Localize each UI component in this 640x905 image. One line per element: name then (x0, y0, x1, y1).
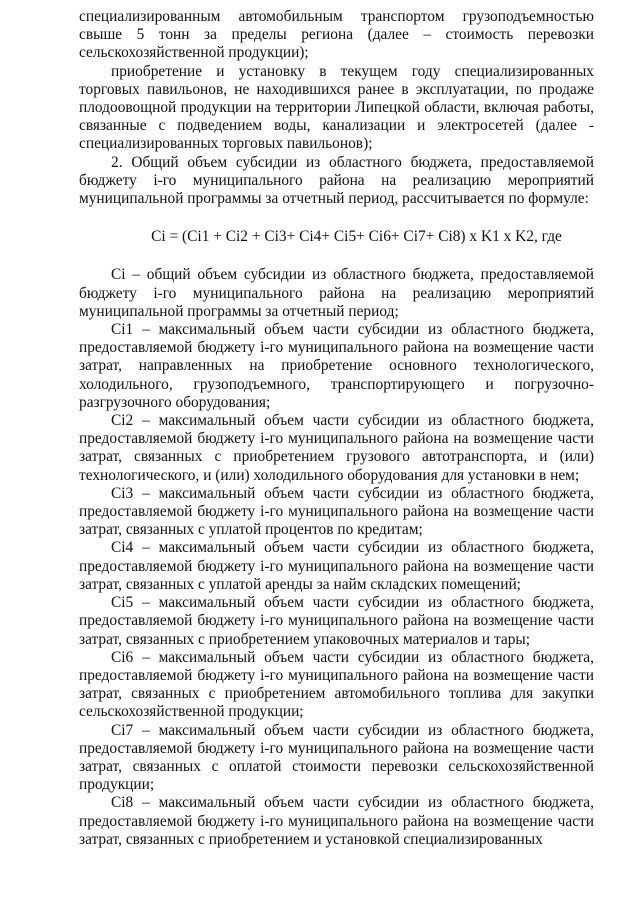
definition-ci4: Ci4 – максимальный объем части субсидии из областного бюджета, предоставляемой бюджету i-го муниципального района на возмещение части затрат, связанных с уплатой аренды за найм складских помещений; (79, 539, 594, 593)
document-page (79, 8, 594, 849)
definition-ci: Ci – общий объем субсидии из областного бюджета, предоставляемой бюджету i-го муниципального района на реализацию мероприятий муниципальной программы за отчетный период; (79, 266, 594, 320)
definition-ci1: Ci1 – максимальный объем части субсидии из областного бюджета, предоставляемой бюджету i-го муниципального района на возмещение части затрат, направленных на приобретение основного технологического, холодильного, грузоподъемного, транспортирующего и погрузочно-разгрузочного оборудования; (79, 321, 594, 411)
definition-ci6: Ci6 – максимальный объем части субсидии из областного бюджета, предоставляемой бюджету i-го муниципального района на возмещение части затрат, связанных с приобретением автомобильного топлива для закупки сельскохозяйственной продукции; (79, 648, 594, 721)
definition-ci2: Ci2 – максимальный объем части субсидии из областного бюджета, предоставляемой бюджету i-го муниципального района на возмещение части затрат, связанных с приобретением грузового автотранспорта, и (или) технологического, и (или) холодильного оборудования для установки в нем; (79, 412, 594, 484)
definition-ci3: Ci3 – максимальный объем части субсидии из областного бюджета, предоставляемой бюджету i-го муниципального района на возмещение части затрат, связанных с уплатой процентов по кредитам; (79, 484, 594, 539)
paragraph-transport-continuation: специализированным автомобильным транспортом грузоподъемностью свыше 5 тонн за пределы региона (далее – стоимость перевозки сельскохозяйственной продукции); (79, 8, 594, 62)
subsidy-formula: Ci = (Ci1 + Ci2 + Ci3+ Ci4+ Ci5+ Ci6+ Ci7+ Ci8) x K1 x K2, где (151, 228, 562, 246)
paragraph-total-subsidy-intro: 2. Общий объем субсидии из областного бюджета, предоставляемой бюджету i-го муниципального района на реализацию мероприятий муниципальной программы за отчетный период, рассчитывается по формуле: (79, 153, 594, 208)
paragraph-trade-pavilions: приобретение и установку в текущем году специализированных торговых павильонов, не находившихся ранее в эксплуатации, по продаже плодоовощной продукции на территории Липецкой области, включая работы, связанные с подведением воды, канализации и электросетей (далее - специализированных торговых павильонов); (79, 62, 594, 153)
definition-ci7: Ci7 – максимальный объем части субсидии из областного бюджета, предоставляемой бюджету i-го муниципального района на возмещение части затрат, связанных с оплатой стоимости перевозки сельскохозяйственной продукции; (79, 721, 594, 794)
definition-ci5: Ci5 – максимальный объем части субсидии из областного бюджета, предоставляемой бюджету i-го муниципального района на возмещение части затрат, связанных с приобретением упаковочных материалов и тары; (79, 594, 594, 648)
definition-ci8: Ci8 – максимальный объем части субсидии из областного бюджета, предоставляемой бюджету i-го муниципального района на возмещение части затрат, связанных с приобретением и установкой специализированных (79, 794, 594, 848)
